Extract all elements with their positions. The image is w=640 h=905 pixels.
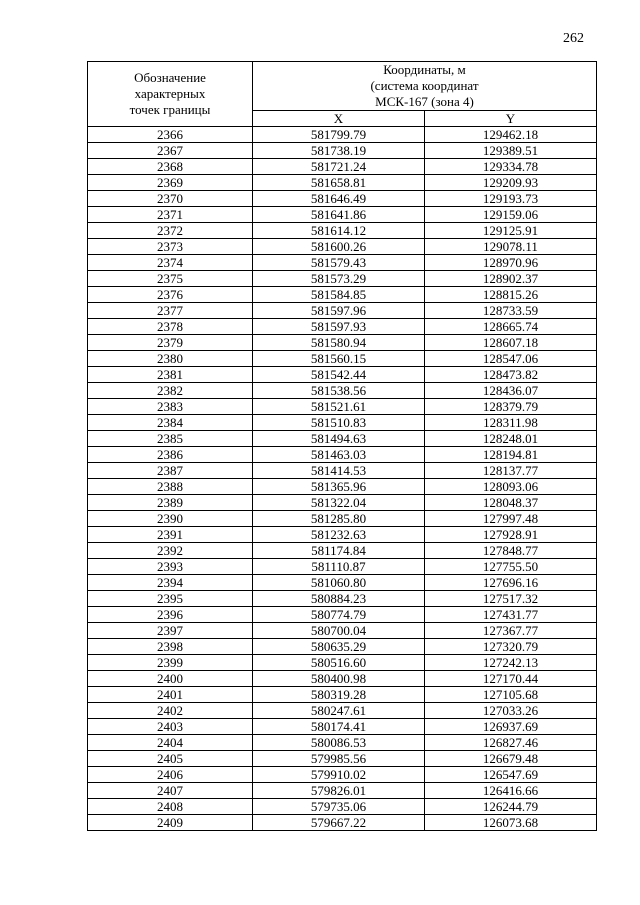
- x-coordinate-cell: 580635.29: [253, 639, 425, 655]
- point-id-cell: 2402: [88, 703, 253, 719]
- table-row: [88, 191, 597, 207]
- point-id-cell: 2381: [88, 367, 253, 383]
- x-coordinate-cell: 580700.04: [253, 623, 425, 639]
- y-coordinate-cell: 126679.48: [425, 751, 597, 767]
- y-coordinate-cell: 128311.98: [425, 415, 597, 431]
- point-id-cell: 2389: [88, 495, 253, 511]
- y-coordinate-cell: 128248.01: [425, 431, 597, 447]
- y-coordinate-cell: 128048.37: [425, 495, 597, 511]
- table-row: [88, 559, 597, 575]
- header-point-line: характерных: [134, 86, 206, 101]
- y-coordinate-cell: 128093.06: [425, 479, 597, 495]
- y-coordinate-cell: 128473.82: [425, 367, 597, 383]
- y-coordinate-cell: 127517.32: [425, 591, 597, 607]
- y-coordinate-cell: 127848.77: [425, 543, 597, 559]
- x-coordinate-cell: 580400.98: [253, 671, 425, 687]
- x-coordinate-cell: 581463.03: [253, 447, 425, 463]
- point-id-cell: 2384: [88, 415, 253, 431]
- table-row: [88, 607, 597, 623]
- header-x: X: [253, 111, 425, 127]
- point-id-cell: 2380: [88, 351, 253, 367]
- header-coords-line: МСК-167 (зона 4): [375, 94, 474, 109]
- x-coordinate-cell: 581799.79: [253, 127, 425, 143]
- point-id-cell: 2370: [88, 191, 253, 207]
- point-id-cell: 2382: [88, 383, 253, 399]
- header-coords-line: Координаты, м: [383, 62, 466, 77]
- y-coordinate-cell: 128607.18: [425, 335, 597, 351]
- y-coordinate-cell: 127431.77: [425, 607, 597, 623]
- point-id-cell: 2403: [88, 719, 253, 735]
- point-id-cell: 2397: [88, 623, 253, 639]
- point-id-cell: 2408: [88, 799, 253, 815]
- point-id-cell: 2388: [88, 479, 253, 495]
- table-row: [88, 415, 597, 431]
- table-row: [88, 463, 597, 479]
- x-coordinate-cell: 581721.24: [253, 159, 425, 175]
- table-row: [88, 767, 597, 783]
- table-row: [88, 431, 597, 447]
- x-coordinate-cell: 581174.84: [253, 543, 425, 559]
- table-row: [88, 527, 597, 543]
- x-coordinate-cell: 581285.80: [253, 511, 425, 527]
- table-row: [88, 383, 597, 399]
- x-coordinate-cell: 581060.80: [253, 575, 425, 591]
- x-coordinate-cell: 580174.41: [253, 719, 425, 735]
- table-row: [88, 623, 597, 639]
- y-coordinate-cell: 127105.68: [425, 687, 597, 703]
- y-coordinate-cell: 129193.73: [425, 191, 597, 207]
- y-coordinate-cell: 128137.77: [425, 463, 597, 479]
- table-row: [88, 719, 597, 735]
- point-id-cell: 2372: [88, 223, 253, 239]
- point-id-cell: 2393: [88, 559, 253, 575]
- x-coordinate-cell: 579985.56: [253, 751, 425, 767]
- table-row: [88, 175, 597, 191]
- point-id-cell: 2392: [88, 543, 253, 559]
- x-coordinate-cell: 581521.61: [253, 399, 425, 415]
- point-id-cell: 2379: [88, 335, 253, 351]
- point-id-cell: 2404: [88, 735, 253, 751]
- table-row: [88, 655, 597, 671]
- y-coordinate-cell: 128733.59: [425, 303, 597, 319]
- table-row: [88, 799, 597, 815]
- x-coordinate-cell: 581365.96: [253, 479, 425, 495]
- x-coordinate-cell: 580247.61: [253, 703, 425, 719]
- point-id-cell: 2409: [88, 815, 253, 831]
- point-id-cell: 2395: [88, 591, 253, 607]
- x-coordinate-cell: 581573.29: [253, 271, 425, 287]
- point-id-cell: 2377: [88, 303, 253, 319]
- x-coordinate-cell: 581738.19: [253, 143, 425, 159]
- x-coordinate-cell: 581646.49: [253, 191, 425, 207]
- header-coordinates: [253, 62, 597, 111]
- y-coordinate-cell: 127696.16: [425, 575, 597, 591]
- x-coordinate-cell: 580884.23: [253, 591, 425, 607]
- coordinates-table: [87, 61, 597, 831]
- table-row: [88, 239, 597, 255]
- table-row: [88, 335, 597, 351]
- table-row: [88, 255, 597, 271]
- table-row: [88, 127, 597, 143]
- x-coordinate-cell: 581494.63: [253, 431, 425, 447]
- y-coordinate-cell: 128436.07: [425, 383, 597, 399]
- y-coordinate-cell: 127367.77: [425, 623, 597, 639]
- y-coordinate-cell: 126547.69: [425, 767, 597, 783]
- point-id-cell: 2374: [88, 255, 253, 271]
- header-coords-line: (система координат: [370, 78, 479, 93]
- table-row: [88, 447, 597, 463]
- table-row: [88, 591, 597, 607]
- point-id-cell: 2399: [88, 655, 253, 671]
- point-id-cell: 2386: [88, 447, 253, 463]
- point-id-cell: 2375: [88, 271, 253, 287]
- y-coordinate-cell: 127755.50: [425, 559, 597, 575]
- table-row: [88, 815, 597, 831]
- point-id-cell: 2405: [88, 751, 253, 767]
- y-coordinate-cell: 129125.91: [425, 223, 597, 239]
- point-id-cell: 2383: [88, 399, 253, 415]
- table-row: [88, 351, 597, 367]
- point-id-cell: 2373: [88, 239, 253, 255]
- table-row: [88, 207, 597, 223]
- header-y: Y: [425, 111, 597, 127]
- header-point-line: точек границы: [129, 102, 211, 117]
- y-coordinate-cell: 128547.06: [425, 351, 597, 367]
- y-coordinate-cell: 128194.81: [425, 447, 597, 463]
- y-coordinate-cell: 129389.51: [425, 143, 597, 159]
- x-coordinate-cell: 579826.01: [253, 783, 425, 799]
- table-row: [88, 143, 597, 159]
- table-row: [88, 783, 597, 799]
- y-coordinate-cell: 129159.06: [425, 207, 597, 223]
- x-coordinate-cell: 581580.94: [253, 335, 425, 351]
- point-id-cell: 2369: [88, 175, 253, 191]
- x-coordinate-cell: 581538.56: [253, 383, 425, 399]
- y-coordinate-cell: 126937.69: [425, 719, 597, 735]
- point-id-cell: 2390: [88, 511, 253, 527]
- y-coordinate-cell: 126073.68: [425, 815, 597, 831]
- x-coordinate-cell: 581641.86: [253, 207, 425, 223]
- x-coordinate-cell: 580319.28: [253, 687, 425, 703]
- y-coordinate-cell: 127242.13: [425, 655, 597, 671]
- table-row: [88, 751, 597, 767]
- table-row: [88, 575, 597, 591]
- point-id-cell: 2387: [88, 463, 253, 479]
- point-id-cell: 2394: [88, 575, 253, 591]
- y-coordinate-cell: 127997.48: [425, 511, 597, 527]
- point-id-cell: 2400: [88, 671, 253, 687]
- y-coordinate-cell: 126827.46: [425, 735, 597, 751]
- x-coordinate-cell: 579735.06: [253, 799, 425, 815]
- table-row: [88, 543, 597, 559]
- table-row: [88, 287, 597, 303]
- table-row: [88, 319, 597, 335]
- x-coordinate-cell: 580516.60: [253, 655, 425, 671]
- x-coordinate-cell: 580086.53: [253, 735, 425, 751]
- x-coordinate-cell: 581322.04: [253, 495, 425, 511]
- header-point-designation: [88, 62, 253, 127]
- table-row: [88, 511, 597, 527]
- x-coordinate-cell: 581600.26: [253, 239, 425, 255]
- x-coordinate-cell: 581579.43: [253, 255, 425, 271]
- y-coordinate-cell: 128902.37: [425, 271, 597, 287]
- y-coordinate-cell: 129209.93: [425, 175, 597, 191]
- point-id-cell: 2368: [88, 159, 253, 175]
- point-id-cell: 2385: [88, 431, 253, 447]
- table-row: [88, 479, 597, 495]
- x-coordinate-cell: 581584.85: [253, 287, 425, 303]
- page-number: 262: [563, 31, 584, 46]
- table-row: [88, 159, 597, 175]
- y-coordinate-cell: 128815.26: [425, 287, 597, 303]
- point-id-cell: 2401: [88, 687, 253, 703]
- y-coordinate-cell: 129078.11: [425, 239, 597, 255]
- table-row: [88, 703, 597, 719]
- point-id-cell: 2366: [88, 127, 253, 143]
- table-row: [88, 639, 597, 655]
- x-coordinate-cell: 581658.81: [253, 175, 425, 191]
- table-row: [88, 367, 597, 383]
- x-coordinate-cell: 581232.63: [253, 527, 425, 543]
- x-coordinate-cell: 581414.53: [253, 463, 425, 479]
- table-row: [88, 735, 597, 751]
- header-point-line: Обозначение: [134, 70, 206, 85]
- y-coordinate-cell: 128665.74: [425, 319, 597, 335]
- y-coordinate-cell: 128970.96: [425, 255, 597, 271]
- y-coordinate-cell: 127320.79: [425, 639, 597, 655]
- point-id-cell: 2406: [88, 767, 253, 783]
- y-coordinate-cell: 126416.66: [425, 783, 597, 799]
- table-row: [88, 271, 597, 287]
- y-coordinate-cell: 126244.79: [425, 799, 597, 815]
- x-coordinate-cell: 579667.22: [253, 815, 425, 831]
- x-coordinate-cell: 579910.02: [253, 767, 425, 783]
- table-row: [88, 671, 597, 687]
- point-id-cell: 2398: [88, 639, 253, 655]
- table-row: [88, 399, 597, 415]
- point-id-cell: 2378: [88, 319, 253, 335]
- y-coordinate-cell: 129334.78: [425, 159, 597, 175]
- table-row: [88, 223, 597, 239]
- x-coordinate-cell: 581597.96: [253, 303, 425, 319]
- y-coordinate-cell: 128379.79: [425, 399, 597, 415]
- point-id-cell: 2391: [88, 527, 253, 543]
- x-coordinate-cell: 581510.83: [253, 415, 425, 431]
- point-id-cell: 2396: [88, 607, 253, 623]
- table-body: [88, 127, 597, 831]
- point-id-cell: 2376: [88, 287, 253, 303]
- table-row: [88, 687, 597, 703]
- y-coordinate-cell: 127928.91: [425, 527, 597, 543]
- point-id-cell: 2407: [88, 783, 253, 799]
- x-coordinate-cell: 581542.44: [253, 367, 425, 383]
- y-coordinate-cell: 129462.18: [425, 127, 597, 143]
- point-id-cell: 2367: [88, 143, 253, 159]
- x-coordinate-cell: 580774.79: [253, 607, 425, 623]
- x-coordinate-cell: 581110.87: [253, 559, 425, 575]
- point-id-cell: 2371: [88, 207, 253, 223]
- x-coordinate-cell: 581560.15: [253, 351, 425, 367]
- y-coordinate-cell: 127170.44: [425, 671, 597, 687]
- table-row: [88, 303, 597, 319]
- x-coordinate-cell: 581597.93: [253, 319, 425, 335]
- x-coordinate-cell: 581614.12: [253, 223, 425, 239]
- table-row: [88, 495, 597, 511]
- y-coordinate-cell: 127033.26: [425, 703, 597, 719]
